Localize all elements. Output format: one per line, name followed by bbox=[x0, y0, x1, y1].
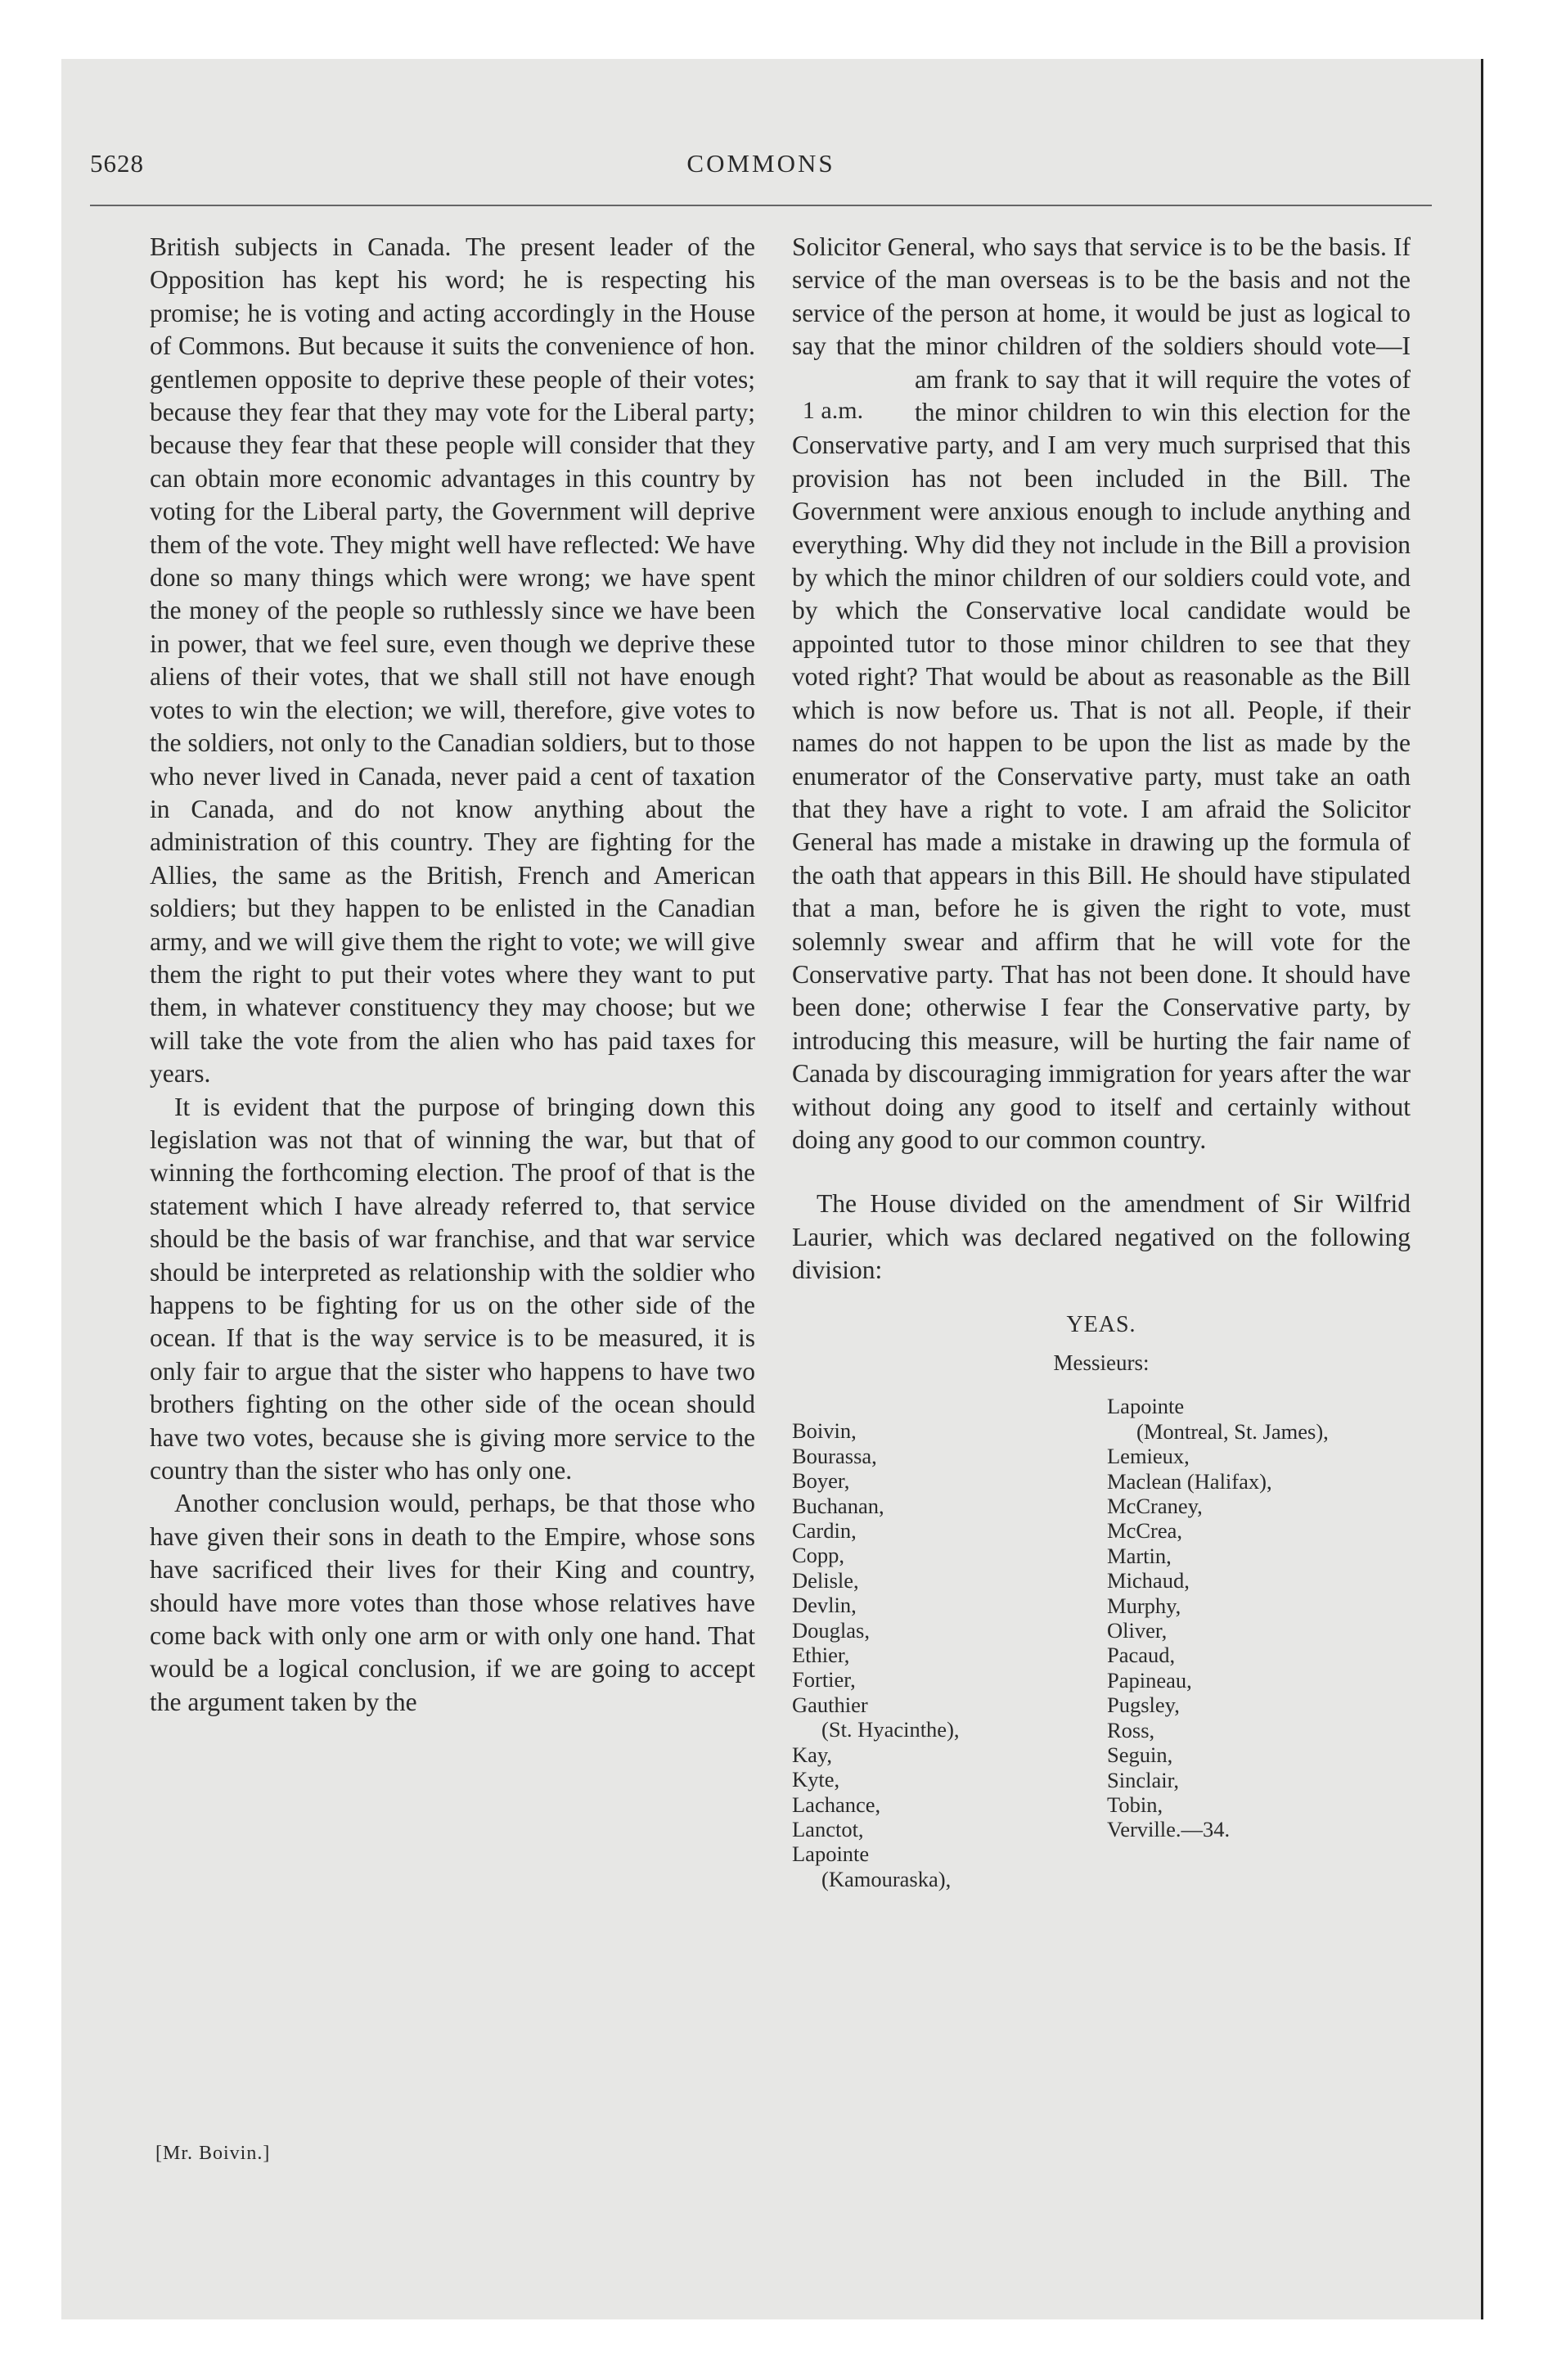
list-item: Michaud, bbox=[1107, 1568, 1190, 1593]
list-item: Oliver, bbox=[1107, 1618, 1168, 1643]
right-paragraph-1-start: Solicitor General, who says that service is to be the basis. If service of the man overseas is to be the basis and not the service of the person at home, it would be just as logical to say that the minor children of the soldiers should vote—I am frank to say that it will require the votes of bbox=[792, 232, 1411, 394]
right-paragraph-1 bbox=[792, 231, 1411, 1156]
page-header bbox=[90, 144, 1432, 193]
list-item: Tobin, bbox=[1107, 1792, 1163, 1817]
list-item: Seguin, bbox=[1107, 1742, 1173, 1768]
list-item: Lanctot, bbox=[792, 1816, 864, 1841]
list-item: Kay, bbox=[792, 1742, 833, 1767]
header-rule bbox=[90, 205, 1432, 206]
list-item: McCrea, bbox=[1107, 1518, 1182, 1544]
list-item: Devlin, bbox=[792, 1593, 857, 1618]
list-item: Kyte, bbox=[792, 1767, 840, 1792]
division-subheading: Messieurs: bbox=[1053, 1350, 1150, 1375]
list-item: Ross, bbox=[1107, 1717, 1155, 1742]
list-item: Murphy, bbox=[1107, 1593, 1181, 1618]
list-item: Fortier, bbox=[792, 1667, 856, 1693]
list-item: Pacaud, bbox=[1107, 1643, 1176, 1668]
yeas-right-list bbox=[1107, 1394, 1410, 1891]
list-item: (Kamouraska), bbox=[821, 1866, 952, 1891]
division-heading: YEAS. bbox=[1066, 1311, 1136, 1337]
right-paragraph-1-end: the minor children to win this election for the Conservative party, and I am very much surprised that this provision has not been included in the Bill. The Government were anxious enough to include anything and everything. Why did they not include in the Bill a provision by which the minor children of our soldiers could vote, and by which the Conservative local candidate would be appointed tutor to those minor children to see that they voted right? That would be about as reasonable as the Bill which is now before us. That is not all. People, if their names do not happen to be upon the list as made by the enumerator of the Conservative party, must take an oath that they have a right to vote. I am afraid the Solicitor General has made a mistake in drawing up the formula of the oath that appears in this Bill. He should have stipulated that a man, before he is given the right to vote, must solemnly swear and affirm that he will vote for the Conservative party. That has not been done. It should have been done; otherwise I fear the Conservative party, by introducing this measure, will be hurting the fair name of Canada by discouraging immigration for years after the war without doing any good to itself and certainly without doing any good to our common country. bbox=[792, 398, 1411, 1154]
list-item: Papineau, bbox=[1107, 1667, 1192, 1693]
speaker-reference: [Mr. Boivin.] bbox=[155, 2143, 271, 2164]
list-item: Boivin, bbox=[792, 1418, 857, 1444]
time-marker: 1 a.m. bbox=[802, 396, 864, 424]
left-paragraph-1: British subjects in Canada. The present leader of the Opposition has kept his word; he is respecting his promise; he is voting and acting accordingly in the House of Commons. But because it suits the convenience of hon. gentlemen opposite to deprive these people of their votes; because they fear that they may vote for the Liberal party; because they fear that these people will consider that they can obtain more economic advantages in this country by voting for the Liberal party, the Government will deprive them of the vote. They might well have reflected: We have done so many things which were wrong; we have spent the money of the people so ruthlessly since we have been in power, that we feel sure, even though we deprive these aliens of their votes, that we shall still not have enough votes to win the election; we will, therefore, give votes to the soldiers, not only to the Canadian soldiers, but to those who never lived in Canada, never paid a cent of taxation in Canada, and do not know anything about the administration of this country. They are fighting for the Allies, the same as the British, French and American soldiers; but they happen to be enlisted in the Canadian army, and we will give them the right to vote; we will give them the right to put their votes where they want to put them, in whatever constituency they may choose; but we will take the vote from the alien who has paid taxes for years. bbox=[150, 232, 755, 1089]
list-item: Buchanan, bbox=[792, 1493, 884, 1518]
list-item: (St. Hyacinthe), bbox=[821, 1717, 960, 1742]
left-paragraph-3: Another conclusion would, perhaps, be that those who have given their sons in death to the Empire, whose sons have sacrificed their lives for their King and country, should have more votes than those whose relatives have come back with only one arm or with only one hand. That would be a logical conclusion, if we are going to accept the argument taken by the bbox=[150, 1489, 755, 1716]
list-item: (Montreal, St. James), bbox=[1136, 1418, 1329, 1444]
list-item: Pugsley, bbox=[1107, 1693, 1180, 1718]
list-item: Boyer, bbox=[792, 1468, 850, 1494]
list-item: McCraney, bbox=[1107, 1494, 1203, 1519]
division-paragraph: The House divided on the amendment of Sir Wilfrid Laurier, which was declared negatived on the following division: bbox=[792, 1189, 1411, 1285]
list-item: Lapointe bbox=[792, 1841, 870, 1867]
yeas-left-list bbox=[792, 1418, 1107, 1891]
list-item: Maclean (Halifax), bbox=[1107, 1468, 1272, 1494]
list-item: Verville.—34. bbox=[1107, 1817, 1231, 1842]
running-title: COMMONS bbox=[686, 149, 835, 178]
list-item: Copp, bbox=[792, 1543, 845, 1568]
page-number: 5628 bbox=[90, 149, 144, 178]
list-item: Martin, bbox=[1107, 1543, 1172, 1568]
list-item: Lemieux, bbox=[1107, 1444, 1190, 1469]
list-item: Lachance, bbox=[792, 1792, 881, 1817]
list-item: Gauthier bbox=[792, 1692, 868, 1717]
list-item: Lapointe bbox=[1107, 1394, 1185, 1419]
list-item: Cardin, bbox=[792, 1518, 857, 1544]
yeas-name-list bbox=[792, 1394, 1411, 1891]
list-item: Douglas, bbox=[792, 1617, 870, 1643]
list-item: Bourassa, bbox=[792, 1443, 877, 1468]
list-item: Delisle, bbox=[792, 1567, 859, 1593]
left-paragraph-2: It is evident that the purpose of bringing down this legislation was not that of winning the war, but that of winning the forthcoming election. The proof of that is the statement which I have already referred to, that service should be the basis of war franchise, and that war service should be interpreted as relationship with the soldier who happens to be fighting for us on the other side of the ocean. If that is the way service is to be measured, it is only fair to argue that the sister who happens to have two brothers fighting on the other side of the ocean should have two votes, because she is giving more service to the country than the sister who has only one. bbox=[150, 1092, 755, 1485]
list-item: Ethier, bbox=[792, 1643, 850, 1668]
left-column bbox=[150, 231, 755, 1719]
right-column bbox=[792, 231, 1411, 1891]
list-item: Sinclair, bbox=[1107, 1767, 1179, 1792]
